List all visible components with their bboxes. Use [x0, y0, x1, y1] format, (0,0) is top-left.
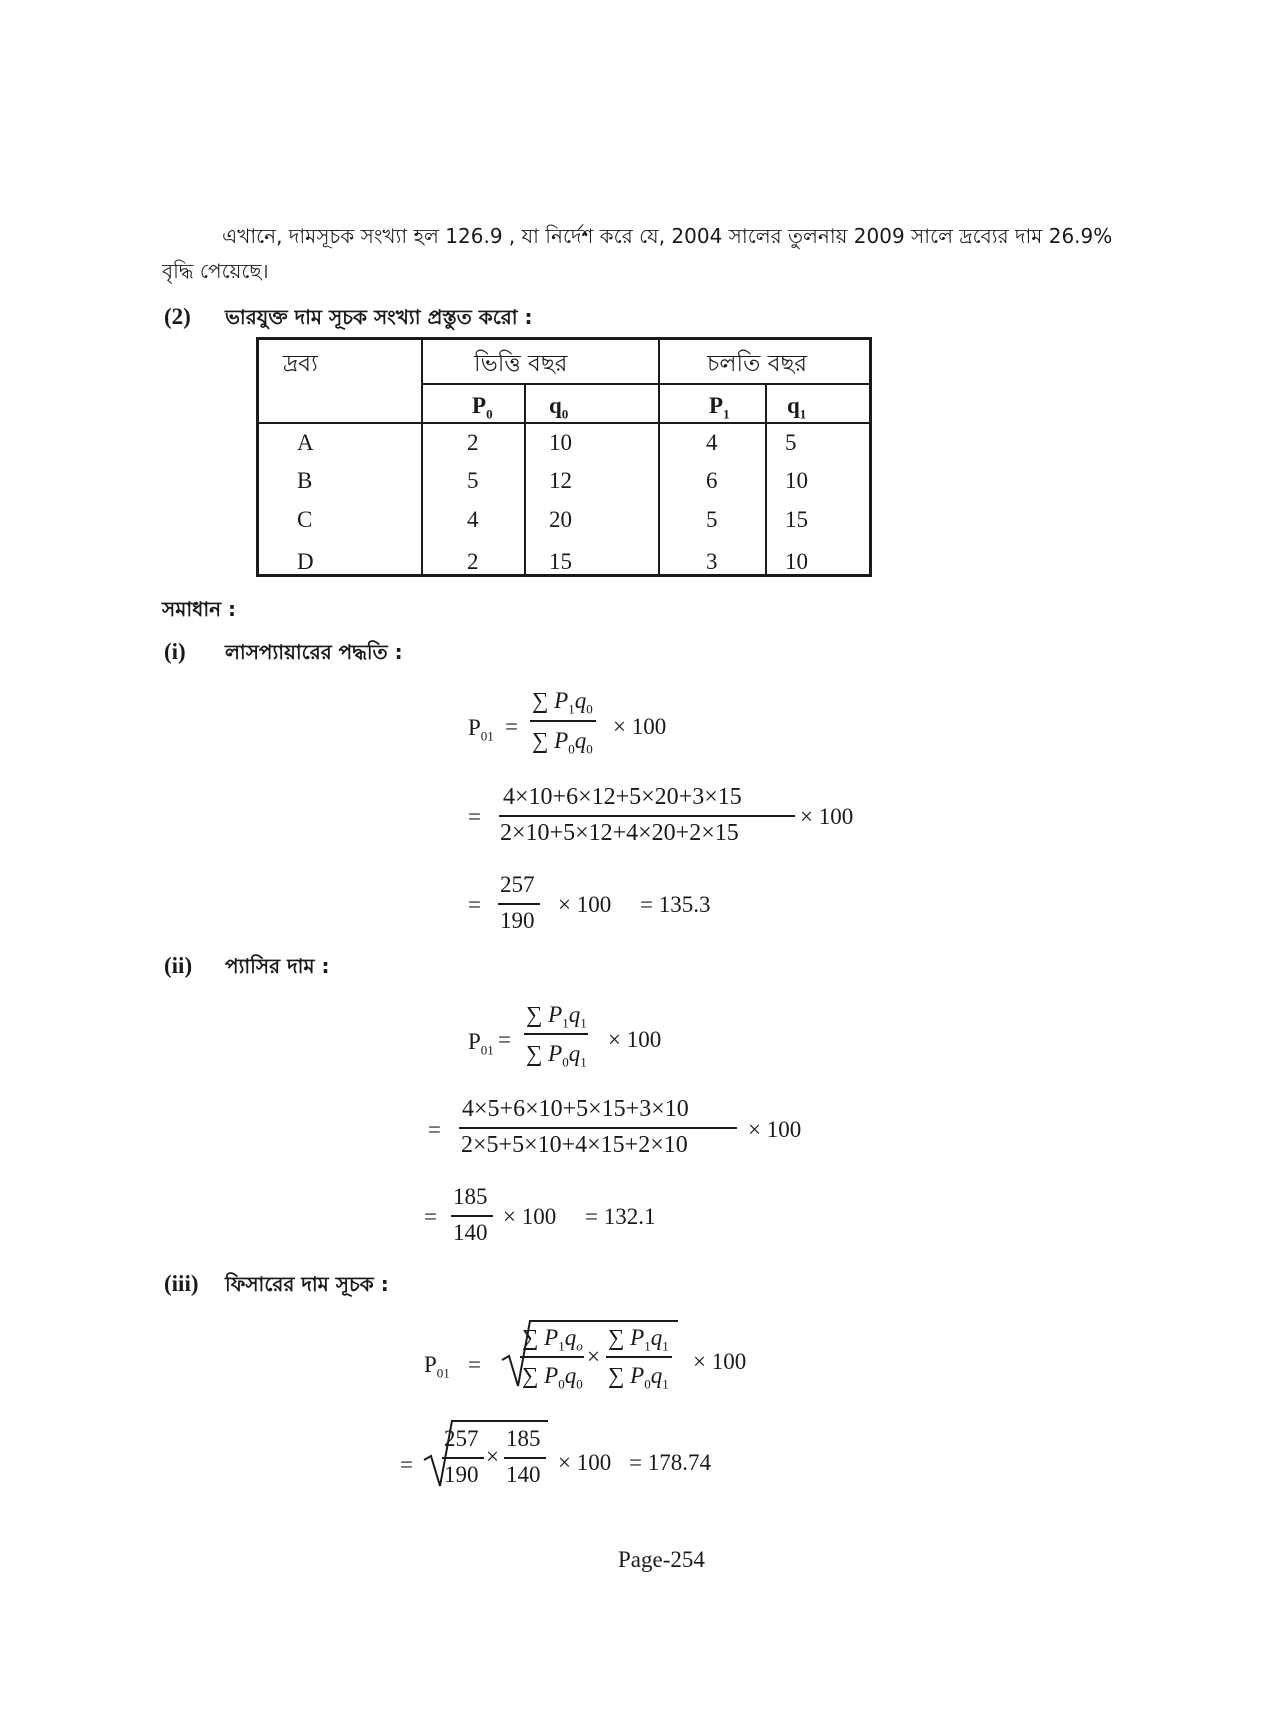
part-2-title: প্যাসির দাম : [225, 954, 330, 978]
row-b-p1: 6 [706, 468, 718, 493]
row-a-q0: 10 [549, 430, 572, 455]
laspeyres-numerator-expanded: 4×10+6×12+5×20+3×15 [503, 784, 742, 810]
multiply-sign: × [587, 1344, 600, 1369]
row-c-q1: 15 [785, 507, 808, 532]
part-1-title: লাসপ্যায়ারের পদ্ধতি : [225, 640, 403, 664]
fisher-laspeyres-denominator: ∑ $P_0q_0$ [522, 1363, 583, 1392]
header-q0: $q_0$ [549, 393, 569, 422]
row-a-p0: 2 [467, 430, 479, 455]
paasche-denominator-value: 140 [453, 1220, 488, 1245]
row-d-item: D [297, 549, 314, 574]
row-a-item: A [297, 430, 314, 455]
question-title: ভারযুক্ত দাম সূচক সংখ্যা প্রস্তুত করো : [225, 305, 533, 329]
header-p0: $P_0$ [472, 393, 493, 422]
row-c-p0: 4 [467, 507, 479, 532]
header-current-year: চলতি বছর [707, 351, 808, 377]
fisher-denominator-value-2: 140 [506, 1462, 541, 1487]
p01-symbol: $P_{01}$ [424, 1352, 450, 1381]
laspeyres-numerator-value: 257 [500, 872, 535, 897]
laspeyres-denominator: ∑ $P_0q_0$ [532, 728, 593, 757]
laspeyres-denominator-value: 190 [500, 908, 535, 933]
times-100: × 100 [608, 1027, 662, 1052]
row-a-p1: 4 [706, 430, 718, 455]
times-100: × 100 [558, 1450, 612, 1475]
row-d-q1: 10 [785, 549, 808, 574]
paasche-result: = 132.1 [585, 1204, 656, 1229]
p01-symbol: $P_{01}$ [468, 1029, 494, 1058]
intro-line-2: বৃদ্ধি পেয়েছে। [162, 259, 269, 283]
row-a-q1: 5 [785, 430, 797, 455]
price-quantity-table [256, 337, 872, 577]
row-b-item: B [297, 468, 313, 493]
row-c-item: C [297, 507, 313, 532]
row-d-p1: 3 [706, 549, 718, 574]
fisher-numerator-value-1: 257 [444, 1426, 479, 1451]
intro-line-1: এখানে, দামসূচক সংখ্যা হল 126.9 , যা নির্দেশ করে যে, 2004 সালের তুলনায় 2009 সালে দ্রব্যের দাম 26.9% [222, 224, 1113, 248]
row-b-p0: 5 [467, 468, 479, 493]
solution-label: সমাধান : [162, 597, 237, 621]
times-100: × 100 [693, 1349, 747, 1374]
page-number: Page-254 [618, 1547, 705, 1572]
equals-sign: = [498, 1027, 511, 1052]
equals-sign: = [428, 1117, 441, 1142]
fisher-numerator-value-2: 185 [506, 1426, 541, 1451]
laspeyres-result: = 135.3 [640, 892, 711, 917]
times-100: × 100 [503, 1204, 557, 1229]
multiply-sign: × [486, 1444, 499, 1469]
header-item: দ্রব্য [283, 351, 318, 377]
p01-symbol: $P_{01}$ [468, 715, 494, 744]
fisher-denominator-value-1: 190 [444, 1462, 479, 1487]
header-base-year: ভিত্তি বছর [474, 351, 568, 377]
part-1-number: (i) [164, 639, 186, 664]
header-q1: $q_1$ [787, 393, 807, 422]
laspeyres-denominator-expanded: 2×10+5×12+4×20+2×15 [500, 820, 739, 846]
row-d-p0: 2 [467, 549, 479, 574]
row-b-q1: 10 [785, 468, 808, 493]
header-p1: $P_1$ [709, 393, 730, 422]
paasche-numerator-expanded: 4×5+6×10+5×15+3×10 [462, 1096, 689, 1122]
times-100: × 100 [558, 892, 612, 917]
equals-sign: = [505, 714, 518, 739]
equals-sign: = [468, 892, 481, 917]
fisher-paasche-numerator: ∑ $P_1q_1$ [608, 1325, 669, 1354]
times-100: × 100 [748, 1117, 802, 1142]
row-d-q0: 15 [549, 549, 572, 574]
paasche-numerator: ∑ $P_1q_1$ [526, 1002, 587, 1031]
row-c-p1: 5 [706, 507, 718, 532]
paasche-denominator-expanded: 2×5+5×10+4×15+2×10 [461, 1132, 688, 1158]
fisher-paasche-denominator: ∑ $P_0q_1$ [608, 1363, 669, 1392]
row-b-q0: 12 [549, 468, 572, 493]
equals-sign: = [468, 804, 481, 829]
equals-sign: = [400, 1452, 413, 1477]
times-100: × 100 [613, 714, 667, 739]
fisher-laspeyres-numerator: ∑ $P_1q_o$ [522, 1325, 583, 1354]
row-c-q0: 20 [549, 507, 572, 532]
fisher-result: = 178.74 [629, 1450, 711, 1475]
paasche-denominator: ∑ $P_0q_1$ [526, 1041, 587, 1070]
question-number: (2) [164, 304, 191, 329]
part-3-title: ফিসারের দাম সূচক : [225, 1272, 389, 1296]
equals-sign: = [468, 1352, 481, 1377]
paasche-numerator-value: 185 [453, 1184, 488, 1209]
laspeyres-numerator: ∑ $P_1q_0$ [532, 688, 593, 717]
part-3-number: (iii) [164, 1271, 199, 1296]
part-2-number: (ii) [164, 953, 193, 978]
times-100: × 100 [800, 804, 854, 829]
equals-sign: = [424, 1204, 437, 1229]
